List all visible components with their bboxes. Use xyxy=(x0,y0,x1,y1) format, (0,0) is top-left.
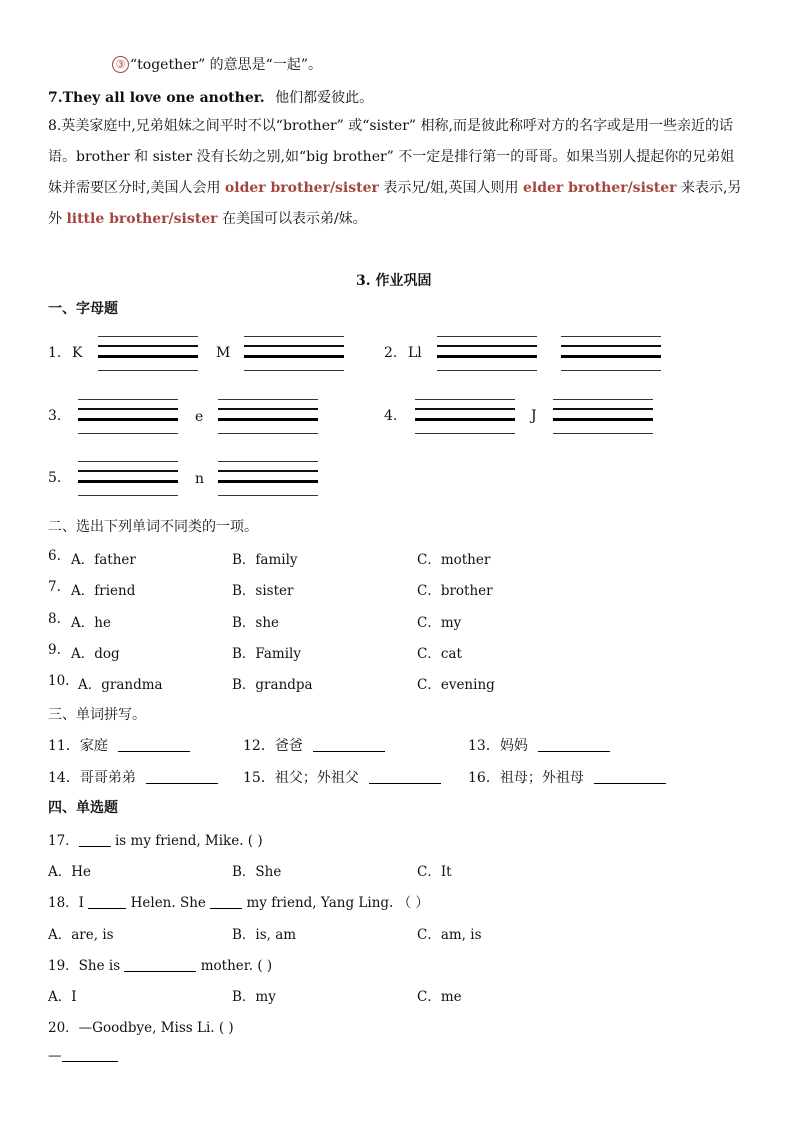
item-4-num: 4. xyxy=(384,408,398,424)
option-a[interactable]: A．He xyxy=(48,864,92,880)
answer-blank[interactable] xyxy=(88,894,126,909)
item-3-num: 3. xyxy=(48,408,62,424)
answer-blank[interactable] xyxy=(210,894,242,909)
writing-grid[interactable] xyxy=(78,461,178,499)
answer-blank[interactable] xyxy=(79,832,111,847)
note-8-part4: 在美国可以表示弟/妹。 xyxy=(217,211,367,227)
part1-heading: 一、字母题 xyxy=(48,301,118,317)
option-c[interactable]: C．brother xyxy=(417,583,493,599)
writing-grid[interactable] xyxy=(561,336,661,374)
question-text: Helen. She xyxy=(130,895,206,911)
option-c[interactable]: C．It xyxy=(417,864,452,880)
question-text: mother. ( ) xyxy=(200,958,273,974)
item-5-letter: n xyxy=(195,471,205,487)
question-18 xyxy=(48,891,429,911)
item-1-num: 1. xyxy=(48,345,62,361)
answer-blank[interactable] xyxy=(369,769,441,784)
note-8-highlight-2: elder brother/sister xyxy=(522,180,677,196)
option-c[interactable]: C．my xyxy=(417,615,462,631)
writing-grid[interactable] xyxy=(437,336,537,374)
item-2-letter: Ll xyxy=(408,345,422,361)
option-a[interactable]: A．dog xyxy=(71,646,120,662)
note-3-text: “together” 的意思是“一起”。 xyxy=(130,57,323,73)
question-number: 17． xyxy=(48,833,79,849)
note-7 xyxy=(48,87,373,107)
question-text: my friend, Yang Ling. （ ） xyxy=(246,895,429,911)
item-5-num: 5. xyxy=(48,470,62,486)
note-8-part2: 表示兄/姐,英国人则用 xyxy=(378,180,523,196)
note-7-text: 他们都爱彼此。 xyxy=(275,90,374,106)
answer-blank[interactable] xyxy=(118,737,190,752)
question-17 xyxy=(48,829,263,849)
question-number: 10. xyxy=(48,673,70,689)
spelling-prompt: 12．爸爸 xyxy=(243,738,303,754)
question-text: is my friend, Mike. ( ) xyxy=(114,833,263,849)
answer-blank[interactable] xyxy=(594,769,666,784)
option-b[interactable]: B．family xyxy=(232,552,298,568)
spelling-item xyxy=(48,767,218,787)
answer-blank[interactable] xyxy=(538,737,610,752)
spelling-item xyxy=(48,735,190,755)
option-b[interactable]: B．she xyxy=(232,615,280,631)
answer-blank[interactable] xyxy=(124,957,196,972)
answer-line-20 xyxy=(48,1047,118,1064)
note-8-highlight-1: older brother/sister xyxy=(224,180,379,196)
part4-heading: 四、单选题 xyxy=(48,800,118,816)
question-number: 7. xyxy=(48,579,61,595)
answer-blank[interactable] xyxy=(313,737,385,752)
note-7-label: 7.They all love one another. xyxy=(48,90,265,106)
option-b[interactable]: B．She xyxy=(232,864,282,880)
question-20: 20．—Goodbye, Miss Li. ( ) xyxy=(48,1020,234,1036)
writing-grid[interactable] xyxy=(218,461,318,499)
option-a[interactable]: A．friend xyxy=(71,583,136,599)
spelling-item xyxy=(243,767,441,787)
writing-grid[interactable] xyxy=(244,336,344,374)
part2-heading: 二、选出下列单词不同类的一项。 xyxy=(48,519,258,535)
note-3 xyxy=(112,54,322,74)
spelling-prompt: 14．哥哥弟弟 xyxy=(48,770,136,786)
item-2-num: 2. xyxy=(384,345,398,361)
writing-grid[interactable] xyxy=(78,399,178,437)
answer-blank[interactable] xyxy=(62,1047,118,1062)
option-a[interactable]: A．grandma xyxy=(78,677,163,693)
question-number: 8. xyxy=(48,611,61,627)
option-c[interactable]: C．mother xyxy=(417,552,491,568)
option-a[interactable]: A．are, is xyxy=(48,927,114,943)
spelling-prompt: 16．祖母；外祖母 xyxy=(468,770,584,786)
circled-number: ③ xyxy=(112,56,129,73)
option-c[interactable]: C．me xyxy=(417,989,462,1005)
writing-grid[interactable] xyxy=(415,399,515,437)
option-c[interactable]: C．am, is xyxy=(417,927,482,943)
item-1-letter: K xyxy=(72,345,83,361)
question-19 xyxy=(48,954,272,974)
note-8-highlight-3: little brother/sister xyxy=(66,211,218,227)
part3-heading: 三、单词拼写。 xyxy=(48,707,146,723)
option-a[interactable]: A．father xyxy=(71,552,136,568)
option-a[interactable]: A．he xyxy=(71,615,111,631)
note-8-part3: 来表示,另外 xyxy=(48,180,742,227)
spelling-prompt: 11．家庭 xyxy=(48,738,108,754)
option-c[interactable]: C．cat xyxy=(417,646,462,662)
spelling-item xyxy=(468,735,610,755)
option-b[interactable]: B．Family xyxy=(232,646,301,662)
question-number: 6. xyxy=(48,548,61,564)
note-8-part1: 8.英美家庭中,兄弟姐妹之间平时不以“brother” 或“sister” 相称,而是彼此称呼对方的名字或是用一些亲近的话语。brother 和 sister 没有长幼之别,如“big brother” 不一定是排行第一的哥哥。如果当别人提起你的兄弟姐妹并需要区分时,美国人会用 xyxy=(48,118,735,196)
writing-grid[interactable] xyxy=(98,336,198,374)
item-1-letter-2: M xyxy=(216,345,231,361)
item-4-letter: J xyxy=(531,408,537,424)
note-8-paragraph xyxy=(48,111,748,235)
question-number: 18．I xyxy=(48,895,85,911)
option-b[interactable]: B．is, am xyxy=(232,927,297,943)
question-number: 9. xyxy=(48,642,61,658)
answer-blank[interactable] xyxy=(146,769,218,784)
option-b[interactable]: B．my xyxy=(232,989,276,1005)
option-b[interactable]: B．sister xyxy=(232,583,294,599)
writing-grid[interactable] xyxy=(218,399,318,437)
question-number: 19．She is xyxy=(48,958,121,974)
option-a[interactable]: A．I xyxy=(48,989,77,1005)
spelling-prompt: 15．祖父；外祖父 xyxy=(243,770,359,786)
writing-grid[interactable] xyxy=(553,399,653,437)
option-c[interactable]: C．evening xyxy=(417,677,495,693)
dash-prefix: — xyxy=(48,1048,62,1064)
spelling-item xyxy=(468,767,666,787)
section-title: 3. 作业巩固 xyxy=(356,273,432,289)
spelling-prompt: 13．妈妈 xyxy=(468,738,528,754)
option-b[interactable]: B．grandpa xyxy=(232,677,313,693)
item-3-letter: e xyxy=(195,409,204,425)
spelling-item xyxy=(243,735,385,755)
